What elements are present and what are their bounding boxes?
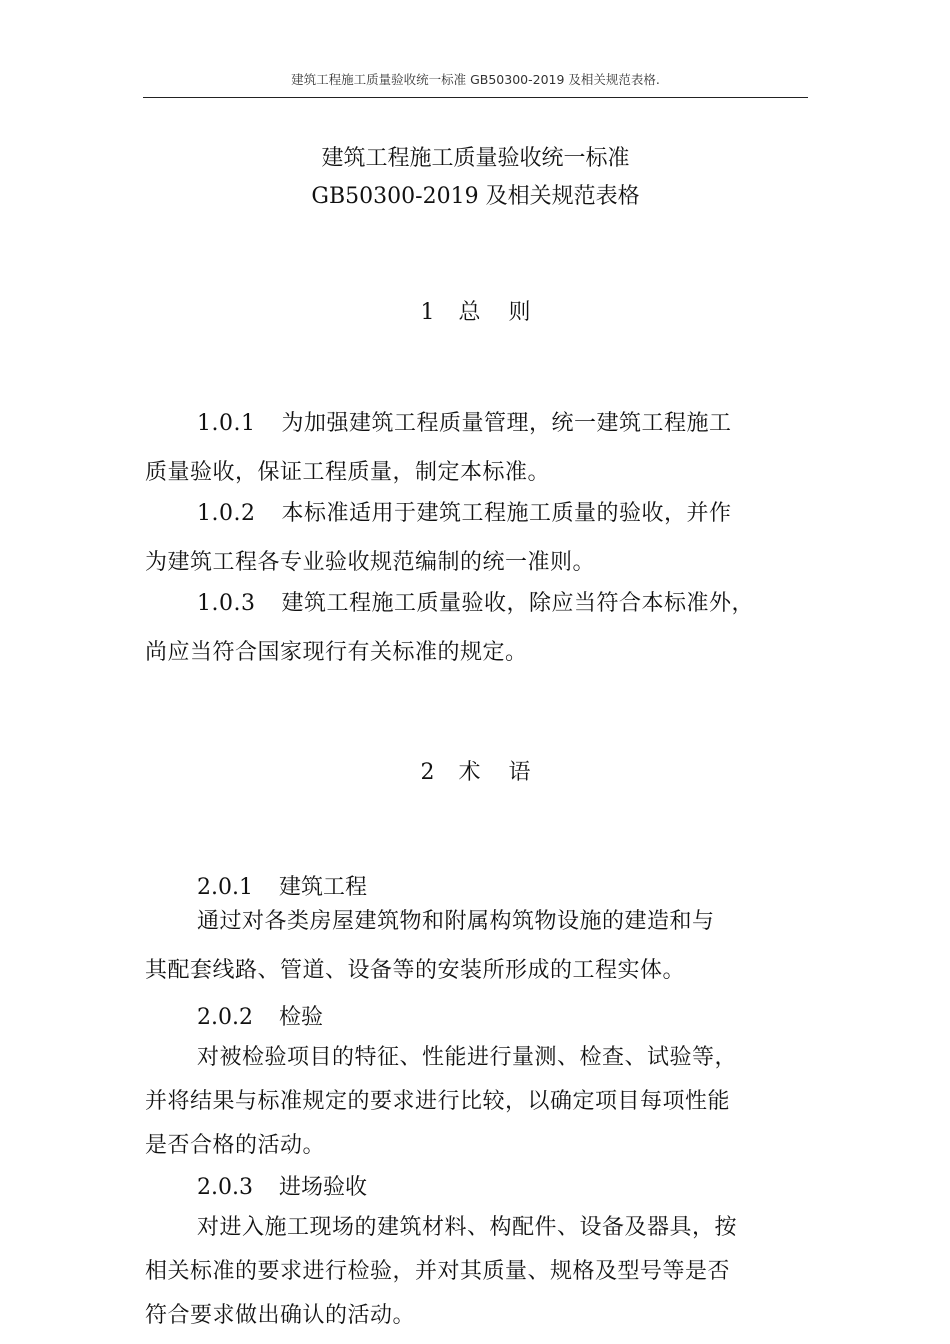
section-1-heading bbox=[143, 295, 808, 326]
title-line-1: 建筑工程施工质量验收统一标准 bbox=[321, 146, 630, 171]
header-rule bbox=[143, 97, 808, 98]
clause-text-line-2: 尚应当符合国家现行有关标准的规定。 bbox=[145, 640, 528, 665]
clause-text-line-2: 质量验收，保证工程质量，制定本标准。 bbox=[145, 460, 551, 485]
clause-number: 1.0.1 bbox=[197, 411, 256, 436]
clause-text-line-1: 建筑工程施工质量验收，除应当符合本标准外， bbox=[281, 591, 754, 616]
term-name: 建筑工程 bbox=[278, 875, 367, 900]
definition-line-1: 对进入施工现场的建筑材料、构配件、设备及器具，按 bbox=[197, 1215, 738, 1240]
definition-line-2: 其配套线路、管道、设备等的安装所形成的工程实体。 bbox=[145, 958, 686, 983]
section-1-title-char-1: 总 bbox=[458, 300, 481, 325]
term-number: 2.0.3 bbox=[197, 1175, 253, 1200]
definition-line-3: 是否合格的活动。 bbox=[145, 1133, 326, 1158]
definition-line-1: 通过对各类房屋建筑物和附属构筑物设施的建造和与 bbox=[197, 909, 715, 934]
term-2-0-2-heading bbox=[197, 1000, 323, 1031]
term-2-0-2-definition bbox=[145, 1036, 810, 1168]
clause-text-line-2: 为建筑工程各专业验收规范编制的统一准则。 bbox=[145, 550, 596, 575]
term-2-0-1-definition bbox=[145, 900, 810, 993]
clause-1-0-3 bbox=[145, 582, 810, 675]
term-2-0-3-definition bbox=[145, 1206, 810, 1338]
term-2-0-3-heading bbox=[197, 1170, 367, 1201]
definition-line-1: 对被检验项目的特征、性能进行量测、检查、试验等， bbox=[197, 1045, 738, 1070]
clause-1-0-1 bbox=[145, 402, 810, 495]
clause-number: 1.0.3 bbox=[197, 591, 256, 616]
clause-1-0-2 bbox=[145, 492, 810, 585]
running-header: 建筑工程施工质量验收统一标准 GB50300-2019 及相关规范表格. bbox=[291, 72, 660, 87]
section-2-title-char-2: 语 bbox=[508, 760, 531, 785]
definition-line-2: 相关标准的要求进行检验，并对其质量、规格及型号等是否 bbox=[145, 1259, 731, 1284]
clause-text-line-1: 为加强建筑工程质量管理，统一建筑工程施工 bbox=[281, 411, 732, 436]
term-number: 2.0.2 bbox=[197, 1005, 253, 1030]
document-title bbox=[143, 140, 808, 216]
section-1-number: 1 bbox=[420, 300, 435, 325]
definition-line-3: 符合要求做出确认的活动。 bbox=[145, 1303, 416, 1328]
term-number: 2.0.1 bbox=[197, 875, 253, 900]
term-2-0-1-heading bbox=[197, 870, 367, 901]
section-2-title-char-1: 术 bbox=[458, 760, 481, 785]
section-1-title-char-2: 则 bbox=[508, 300, 531, 325]
section-2-heading bbox=[143, 755, 808, 786]
clause-text-line-1: 本标准适用于建筑工程施工质量的验收，并作 bbox=[281, 501, 732, 526]
term-name: 检验 bbox=[278, 1005, 323, 1030]
title-line-2: GB50300-2019 及相关规范表格 bbox=[311, 184, 640, 209]
clause-number: 1.0.2 bbox=[197, 501, 256, 526]
term-name: 进场验收 bbox=[278, 1175, 367, 1200]
section-2-number: 2 bbox=[420, 760, 435, 785]
definition-line-2: 并将结果与标准规定的要求进行比较，以确定项目每项性能 bbox=[145, 1089, 731, 1114]
